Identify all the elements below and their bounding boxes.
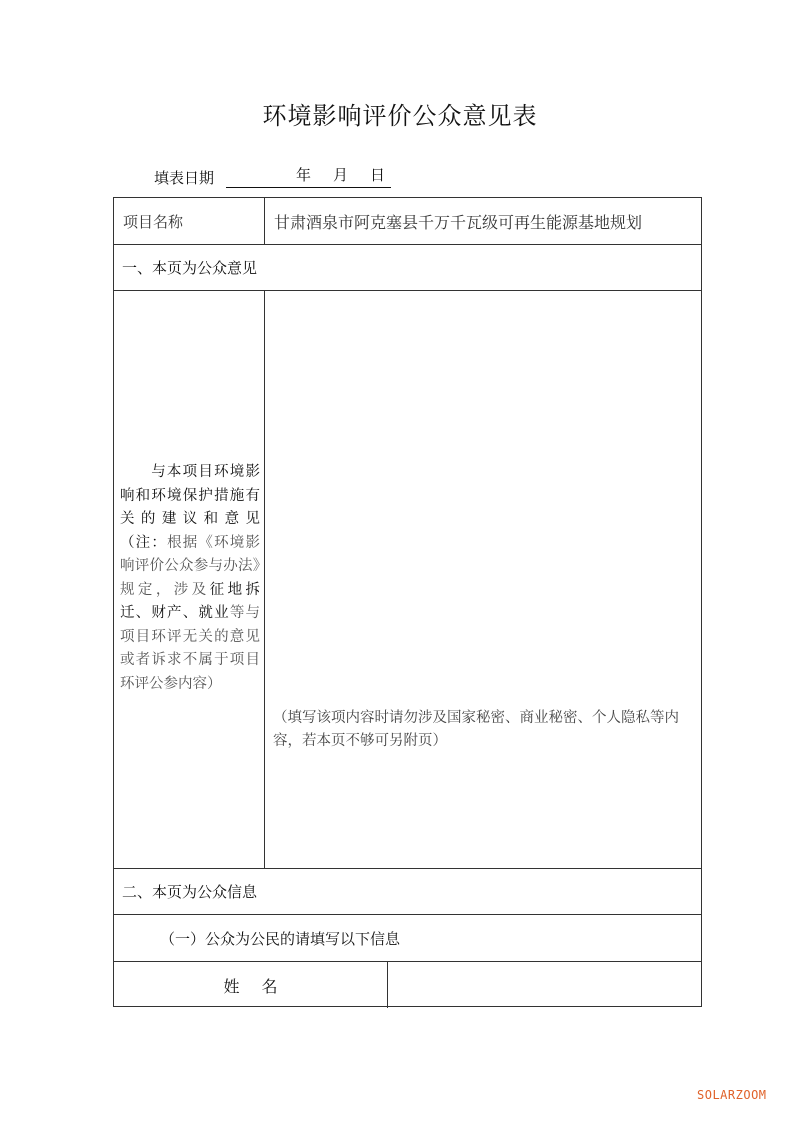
project-name-value: 甘肃酒泉市阿克塞县千万千瓦级可再生能源基地规划 <box>274 212 643 232</box>
advice-label <box>120 461 260 696</box>
name-label: 姓名 <box>114 962 388 1008</box>
section-public-opinion-row <box>114 245 701 291</box>
advice-label-note-end: 等与项目环评无关的意见或者诉求不属于项目环评公参内容） <box>120 605 260 692</box>
day-label: 日 <box>370 166 386 184</box>
name-row <box>114 962 701 1008</box>
citizen-subsection-heading: （一）公众为公民的请填写以下信息 <box>160 929 401 948</box>
citizen-subsection-row <box>114 915 701 962</box>
name-input[interactable] <box>388 962 701 1008</box>
project-name-label: 项目名称 <box>114 198 265 244</box>
section-public-opinion-heading: 一、本页为公众意见 <box>122 259 258 277</box>
advice-row <box>114 291 701 869</box>
advice-label-excluded: 征地拆迁、财产、就业 <box>120 581 261 621</box>
fill-date-field[interactable] <box>226 164 391 188</box>
fill-date <box>154 164 391 188</box>
project-name-row <box>114 198 701 245</box>
fill-date-label: 填表日期 <box>154 169 215 187</box>
watermark: SOLARZOOM <box>697 1088 767 1102</box>
page-title: 环境影响评价公众意见表 <box>262 102 538 130</box>
advice-label-main: 与本项目环境影响和环境保护措施有关的建议和意见（注： <box>120 464 260 551</box>
advice-label-note: 根据《环境影响评价公众参与办法》规定，涉及 <box>120 534 260 598</box>
fill-instruction: （填写该项内容时请勿涉及国家秘密、商业秘密、个人隐私等内容，若本页不够可另附页） <box>273 710 679 749</box>
year-label: 年 <box>296 166 312 184</box>
advice-label-cell <box>114 291 265 868</box>
month-label: 月 <box>333 166 349 184</box>
section-public-info-row <box>114 869 701 915</box>
opinion-form-table <box>113 197 702 1007</box>
section-public-info-heading: 二、本页为公众信息 <box>122 883 258 901</box>
advice-input-area[interactable] <box>265 291 701 868</box>
